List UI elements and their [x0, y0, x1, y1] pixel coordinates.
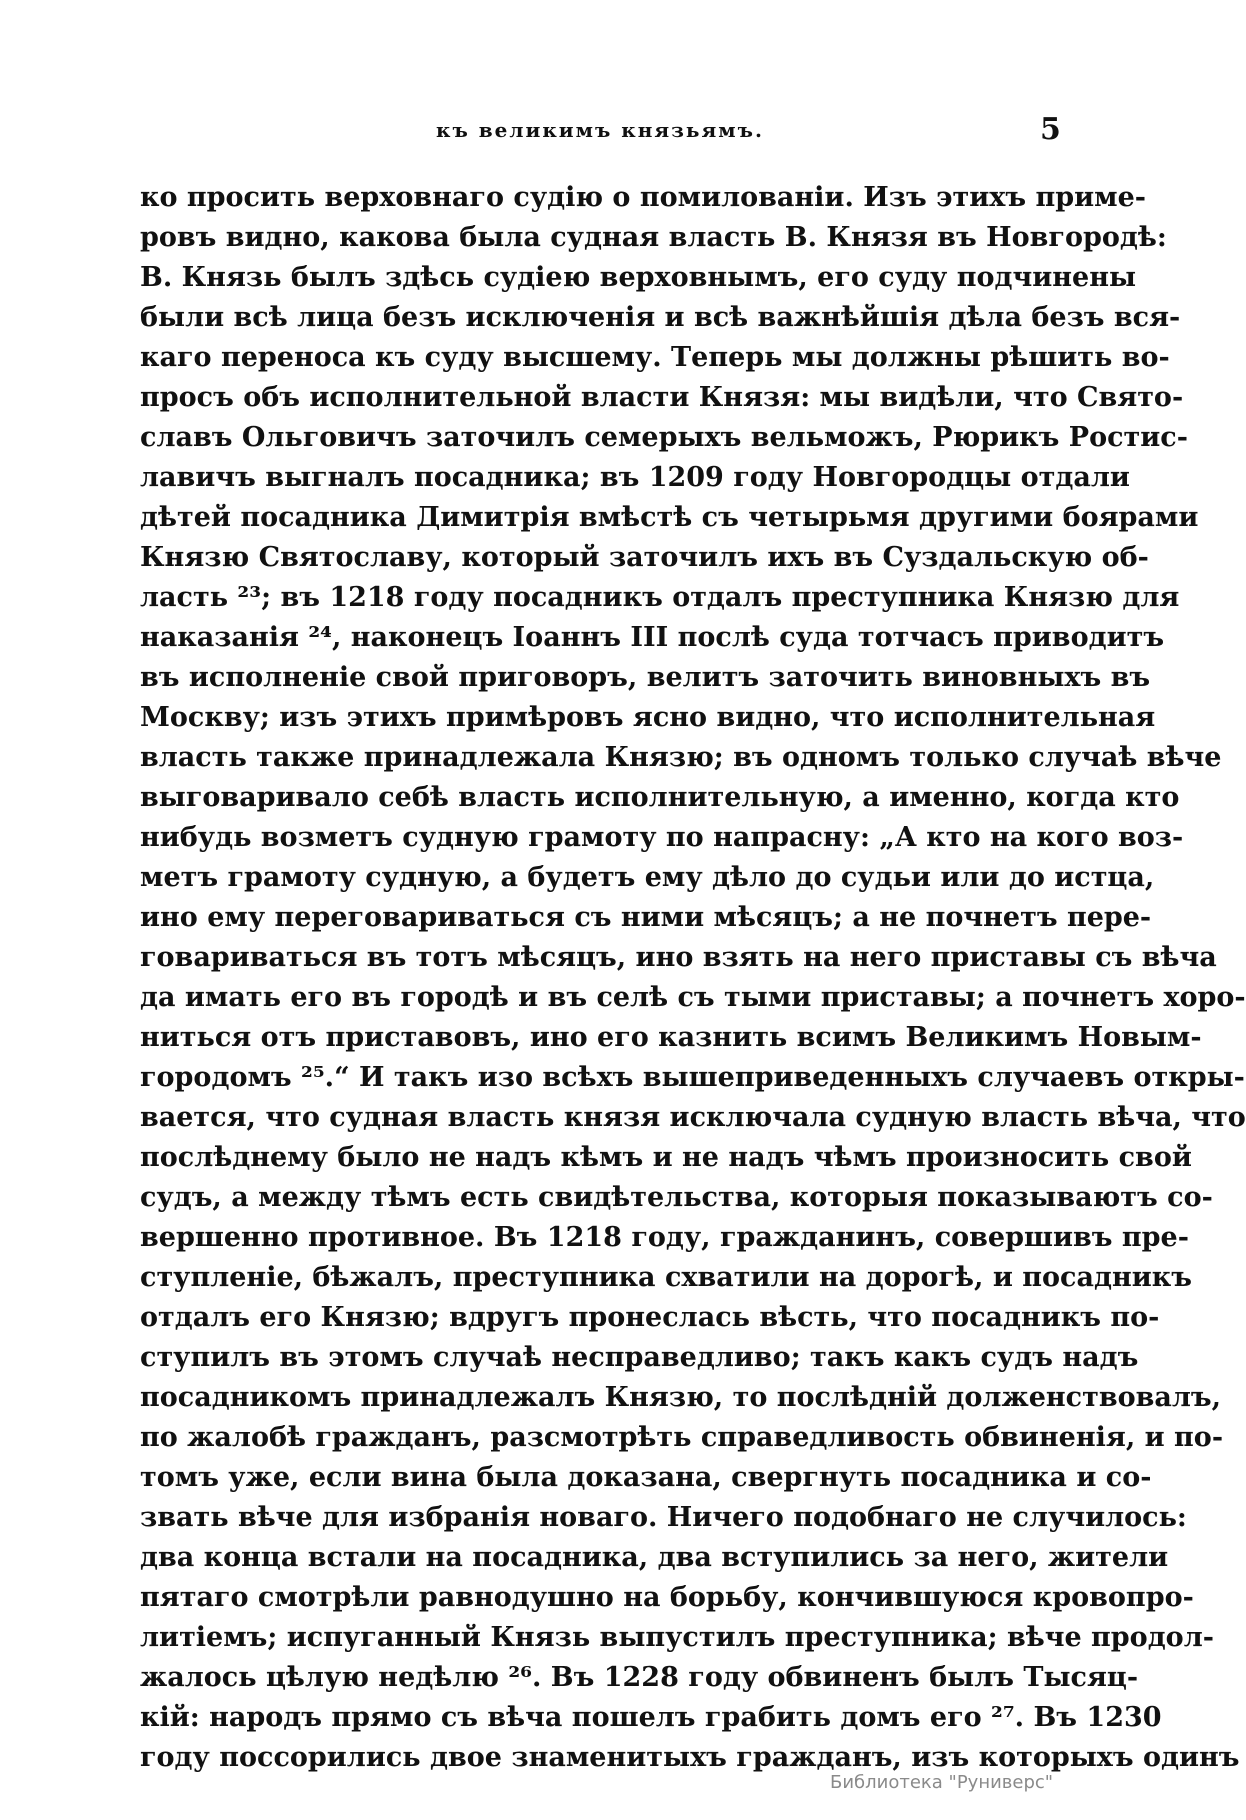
text-line: городомъ ²⁵.“ И такъ изо всѣхъ вышеприведенныхъ случаевъ откры-	[140, 1062, 1245, 1093]
text-line: томъ уже, если вина была доказана, свергнуть посадника и со-	[140, 1462, 1152, 1493]
text-line: жалось цѣлую недѣлю ²⁶. Въ 1228 году обвиненъ былъ Тысяц-	[140, 1662, 1139, 1693]
text-line: говариваться въ тотъ мѣсяцъ, ино взять на него приставы съ вѣча	[140, 942, 1217, 973]
text-line: дѣтей посадника Димитрія вмѣстѣ съ четырьмя другими боярами	[140, 502, 1199, 533]
text-line: кій: народъ прямо съ вѣча пошелъ грабить домъ его ²⁷. Въ 1230	[140, 1702, 1162, 1733]
text-line: пятаго смотрѣли равнодушно на борьбу, кончившуюся кровопро-	[140, 1582, 1194, 1613]
text-line: нибудь возметъ судную грамоту по напрасну: „А кто на кого воз-	[140, 822, 1184, 853]
text-line: судъ, а между тѣмъ есть свидѣтельства, которыя показываютъ со-	[140, 1182, 1213, 1213]
text-line: литіемъ; испуганный Князь выпустилъ преступника; вѣче продол-	[140, 1622, 1214, 1653]
text-line: въ исполненіе свой приговоръ, велитъ заточить виновныхъ въ	[140, 662, 1151, 693]
page-number: 5	[1040, 112, 1061, 147]
text-line: ино ему переговариваться съ ними мѣсяцъ; а не почнетъ пере-	[140, 902, 1152, 933]
text-line: по жалобѣ гражданъ, разсмотрѣть справедливость обвиненія, и по-	[140, 1422, 1224, 1453]
text-line: вается, что судная власть князя исключала судную власть вѣча, что	[140, 1102, 1246, 1133]
text-line: да имать его въ городѣ и въ селѣ съ тыми приставы; а почнетъ хоро-	[140, 982, 1246, 1013]
body-text	[140, 178, 1246, 1778]
library-watermark: Библиотека "Руниверс"	[830, 1772, 1054, 1793]
text-line: два конца встали на посадника, два вступились за него, жители	[140, 1542, 1169, 1573]
text-line: славъ Ольговичъ заточилъ семерыхъ вельможъ, Рюрикъ Ростис-	[140, 422, 1188, 453]
text-line: звать вѣче для избранія новаго. Ничего подобнаго не случилось:	[140, 1502, 1187, 1533]
text-line: посадникомъ принадлежалъ Князю, то послѣдній долженствовалъ,	[140, 1382, 1221, 1413]
text-line: вершенно противное. Въ 1218 году, гражданинъ, совершивъ пре-	[140, 1222, 1189, 1253]
text-line: послѣднему было не надъ кѣмъ и не надъ чѣмъ произносить свой	[140, 1142, 1192, 1173]
text-line: ступилъ въ этомъ случаѣ несправедливо; такъ какъ судъ надъ	[140, 1342, 1139, 1373]
text-line: метъ грамоту судную, а будетъ ему дѣло до судьи или до истца,	[140, 862, 1155, 893]
text-line: ниться отъ приставовъ, ино его казнить всимъ Великимъ Новым-	[140, 1022, 1202, 1053]
running-head: къ великимъ князьямъ.	[436, 118, 764, 142]
text-line: ступленіе, бѣжалъ, преступника схватили на дорогѣ, и посадникъ	[140, 1262, 1192, 1293]
text-line: лавичъ выгналъ посадника; въ 1209 году Новгородцы отдали	[140, 462, 1130, 493]
text-line: ласть ²³; въ 1218 году посадникъ отдалъ преступника Князю для	[140, 582, 1180, 613]
text-line: ко просить верховнаго судію о помилованіи. Изъ этихъ приме-	[140, 182, 1147, 213]
text-line: власть также принадлежала Князю; въ одномъ только случаѣ вѣче	[140, 742, 1222, 773]
text-line: Москву; изъ этихъ примѣровъ ясно видно, что исполнительная	[140, 702, 1156, 733]
text-line: каго переноса къ суду высшему. Теперь мы должны рѣшить во-	[140, 342, 1170, 373]
text-line: году поссорились двое знаменитыхъ гражданъ, изъ которыхъ одинъ	[140, 1742, 1240, 1773]
text-line: Князю Святославу, который заточилъ ихъ въ Суздальскую об-	[140, 542, 1149, 573]
text-line: отдалъ его Князю; вдругъ пронеслась вѣсть, что посадникъ по-	[140, 1302, 1160, 1333]
text-line: просъ объ исполнительной власти Князя: мы видѣли, что Свято-	[140, 382, 1184, 413]
text-line: были всѣ лица безъ исключенія и всѣ важнѣйшія дѣла безъ вся-	[140, 302, 1181, 333]
text-line: наказанія ²⁴, наконецъ Іоаннъ III послѣ суда тотчасъ приводитъ	[140, 622, 1165, 653]
text-line: В. Князь былъ здѣсь судіею верховнымъ, его суду подчинены	[140, 262, 1137, 293]
text-line: ровъ видно, какова была судная власть В. Князя въ Новгородѣ:	[140, 222, 1167, 253]
text-line: выговаривало себѣ власть исполнительную, а именно, когда кто	[140, 782, 1180, 813]
